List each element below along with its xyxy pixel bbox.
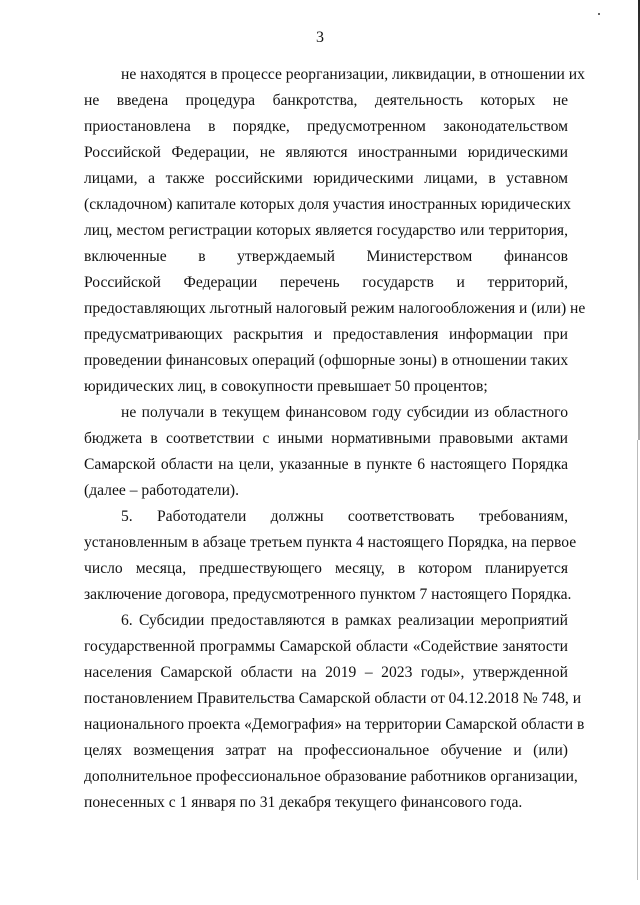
text-line: национального проекта «Демография» на территории Самарской области в (84, 716, 585, 733)
text-line: государственной программы Самарской области «Содействие занятости (84, 638, 568, 655)
text-line: заключение договора, предусмотренного пунктом 7 настоящего Порядка. (84, 586, 572, 603)
text-line: населения Самарской области на 2019 – 2023 годы», утвержденной (84, 664, 568, 681)
text-line: приостановлена в порядке, предусмотренном законодательством (84, 118, 568, 135)
text-line: целях возмещения затрат на профессиональное обучение и (или) (84, 742, 568, 759)
text-line: (далее – работодатели). (84, 482, 240, 499)
scan-edge-shadow-lower (637, 440, 638, 880)
text-line: (складочном) капитале которых доля участия иностранных юридических (84, 196, 571, 213)
text-line: Самарской области на цели, указанные в пункте 6 настоящего Порядка (84, 456, 568, 473)
text-line: дополнительное профессиональное образование работников организации, (84, 768, 578, 785)
page-number: 3 (316, 29, 324, 46)
text-line: понесенных с 1 января по 31 декабря текущего финансового года. (84, 794, 523, 811)
text-line: установленным в абзаце третьем пункта 4 настоящего Порядка, на первое (84, 534, 577, 551)
text-line: постановлением Правительства Самарской области от 04.12.2018 № 748, и (84, 690, 582, 707)
text-line: лицами, а также российскими юридическими лицами, в уставном (84, 170, 568, 187)
text-line: включенные в утверждаемый Министерством финансов (84, 248, 568, 265)
text-line: Российской Федерации, не являются иностранными юридическими (84, 144, 568, 161)
text-line: не находятся в процессе реорганизации, ликвидации, в отношении их (121, 66, 585, 83)
paragraph-continuation (84, 62, 586, 400)
text-line: лиц, местом регистрации которых является государство или территория, (84, 222, 568, 239)
paragraph-not-received-subsidies (84, 400, 568, 504)
text-line: 5. Работодатели должны соответствовать требованиям, (121, 508, 568, 525)
text-line: 6. Субсидии предоставляются в рамках реализации мероприятий (121, 612, 568, 629)
scan-speck (598, 13, 600, 15)
text-line: бюджета в соответствии с иными нормативными правовыми актами (84, 430, 568, 447)
text-line: Российской Федерации перечень государств и территорий, (84, 274, 568, 291)
text-line: не получали в текущем финансовом году субсидии из областного (121, 404, 568, 421)
text-line: не введена процедура банкротства, деятельность которых не (84, 92, 568, 109)
document-body (84, 62, 586, 816)
text-line: проведении финансовых операций (офшорные зоны) в отношении таких (84, 352, 569, 369)
text-line: предоставляющих льготный налоговый режим налогообложения и (или) не (84, 300, 586, 317)
text-line: предусматривающих раскрытия и предоставления информации при (84, 326, 568, 343)
paragraph-item-5 (84, 504, 577, 608)
text-line: юридических лиц, в совокупности превышает 50 процентов; (84, 378, 488, 395)
paragraph-item-6 (84, 608, 585, 816)
text-line: число месяца, предшествующего месяцу, в котором планируется (84, 560, 568, 577)
